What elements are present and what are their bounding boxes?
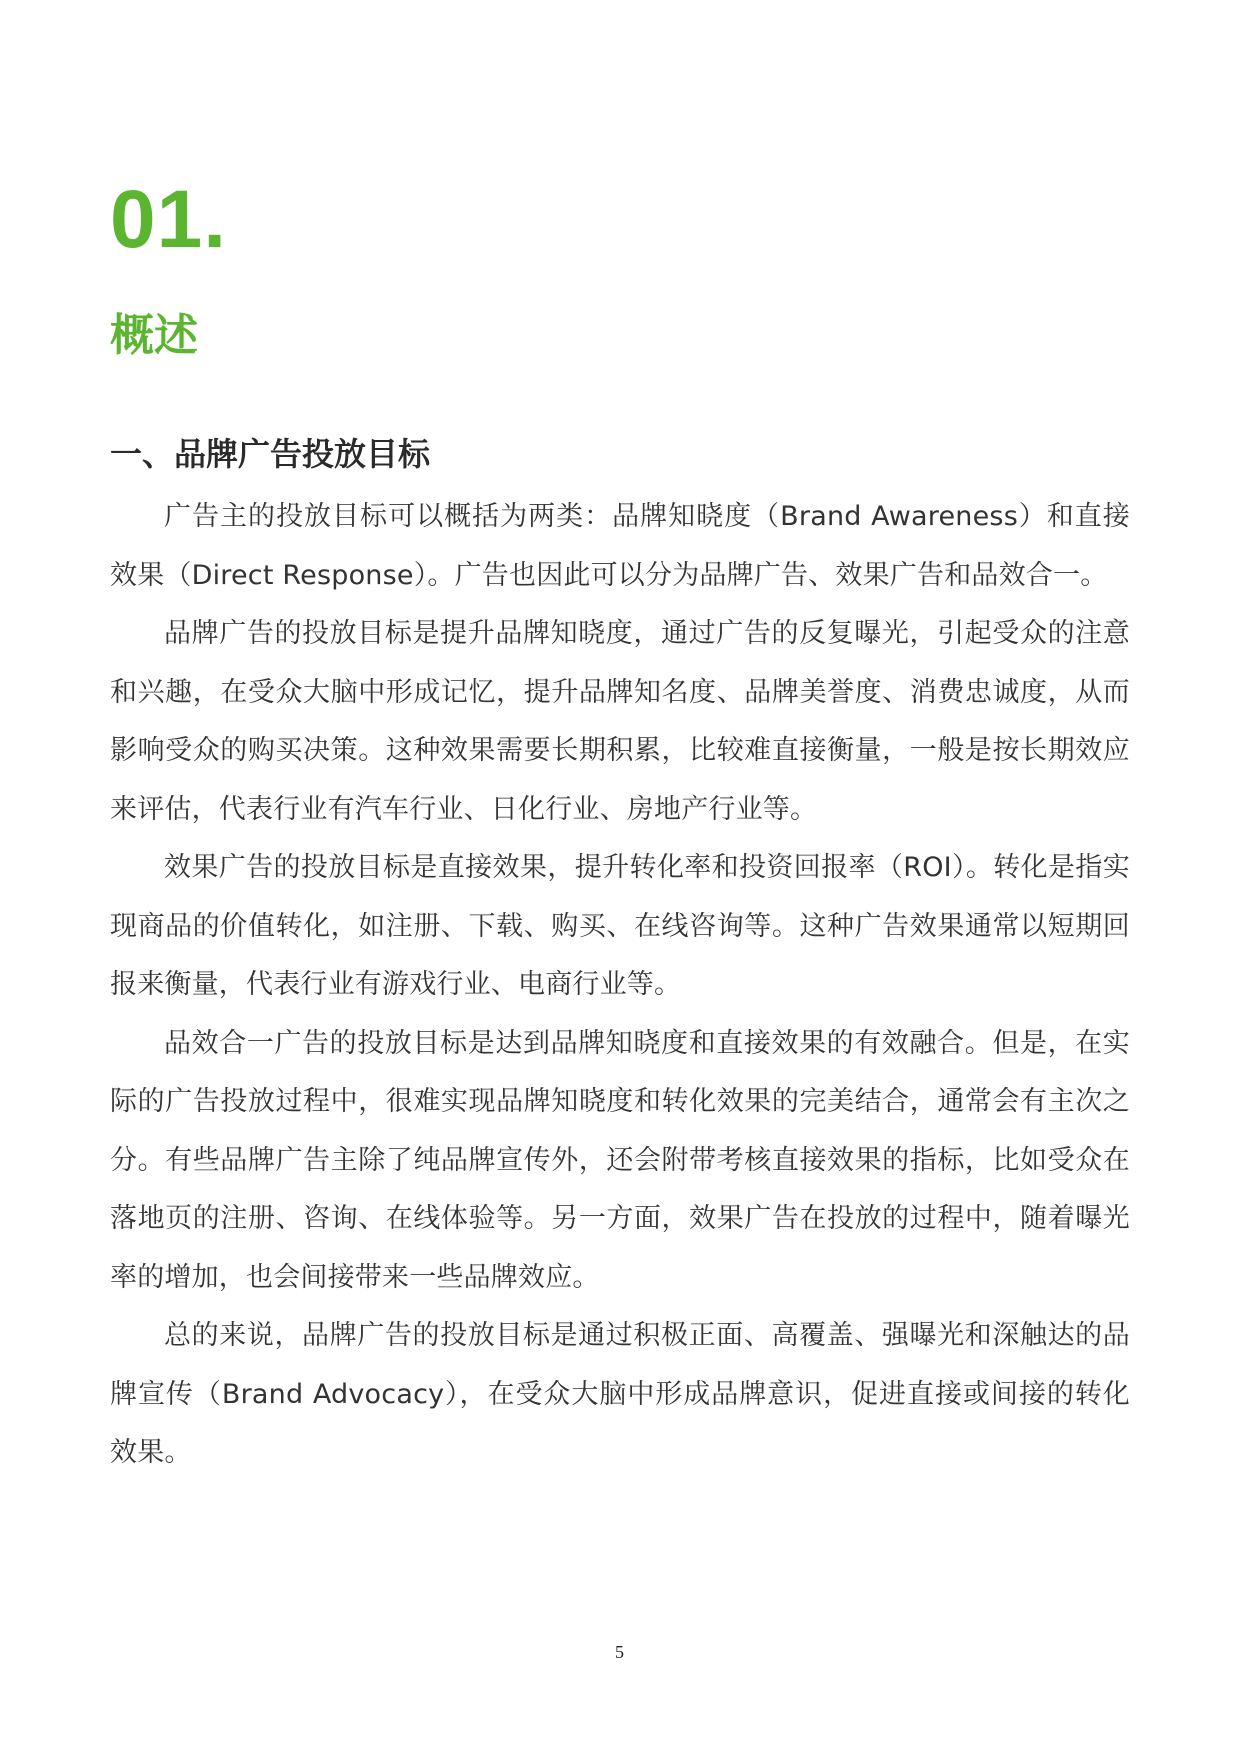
paragraph-summary: 总的来说，品牌广告的投放目标是通过积极正面、高覆盖、强曝光和深触达的品牌宣传（Brand Advocacy），在受众大脑中形成品牌意识，促进直接或间接的转化效果。 <box>110 1320 1130 1468</box>
paragraph-performance-ads: 效果广告的投放目标是直接效果，提升转化率和投资回报率（ROI）。转化是指实现商品的价值转化，如注册、下载、购买、在线咨询等。这种广告效果通常以短期回报来衡量，代表行业有游戏行业、电商行业等。 <box>110 852 1130 1000</box>
body-text <box>110 488 1130 1483</box>
paragraph-intro: 广告主的投放目标可以概括为两类：品牌知晓度（Brand Awareness）和直接效果（Direct Response）。广告也因此可以分为品牌广告、效果广告和品效合一。 <box>110 501 1130 591</box>
paragraph-brand-performance: 品效合一广告的投放目标是达到品牌知晓度和直接效果的有效融合。但是，在实际的广告投放过程中，很难实现品牌知晓度和转化效果的完美结合，通常会有主次之分。有些品牌广告主除了纯品牌宣传外，还会附带考核直接效果的指标，比如受众在落地页的注册、咨询、在线体验等。另一方面，效果广告在投放的过程中，随着曝光率的增加，也会间接带来一些品牌效应。 <box>110 1027 1130 1293</box>
page-number: 5 <box>615 1642 624 1662</box>
chapter-title: 概述 <box>110 310 198 361</box>
section-heading: 一、品牌广告投放目标 <box>110 435 431 473</box>
chapter-number: 01. <box>110 174 227 265</box>
paragraph-brand-ads: 品牌广告的投放目标是提升品牌知晓度，通过广告的反复曝光，引起受众的注意和兴趣，在受众大脑中形成记忆，提升品牌知名度、品牌美誉度、消费忠诚度，从而影响受众的购买决策。这种效果需要长期积累，比较难直接衡量，一般是按长期效应来评估，代表行业有汽车行业、日化行业、房地产行业等。 <box>110 618 1130 825</box>
